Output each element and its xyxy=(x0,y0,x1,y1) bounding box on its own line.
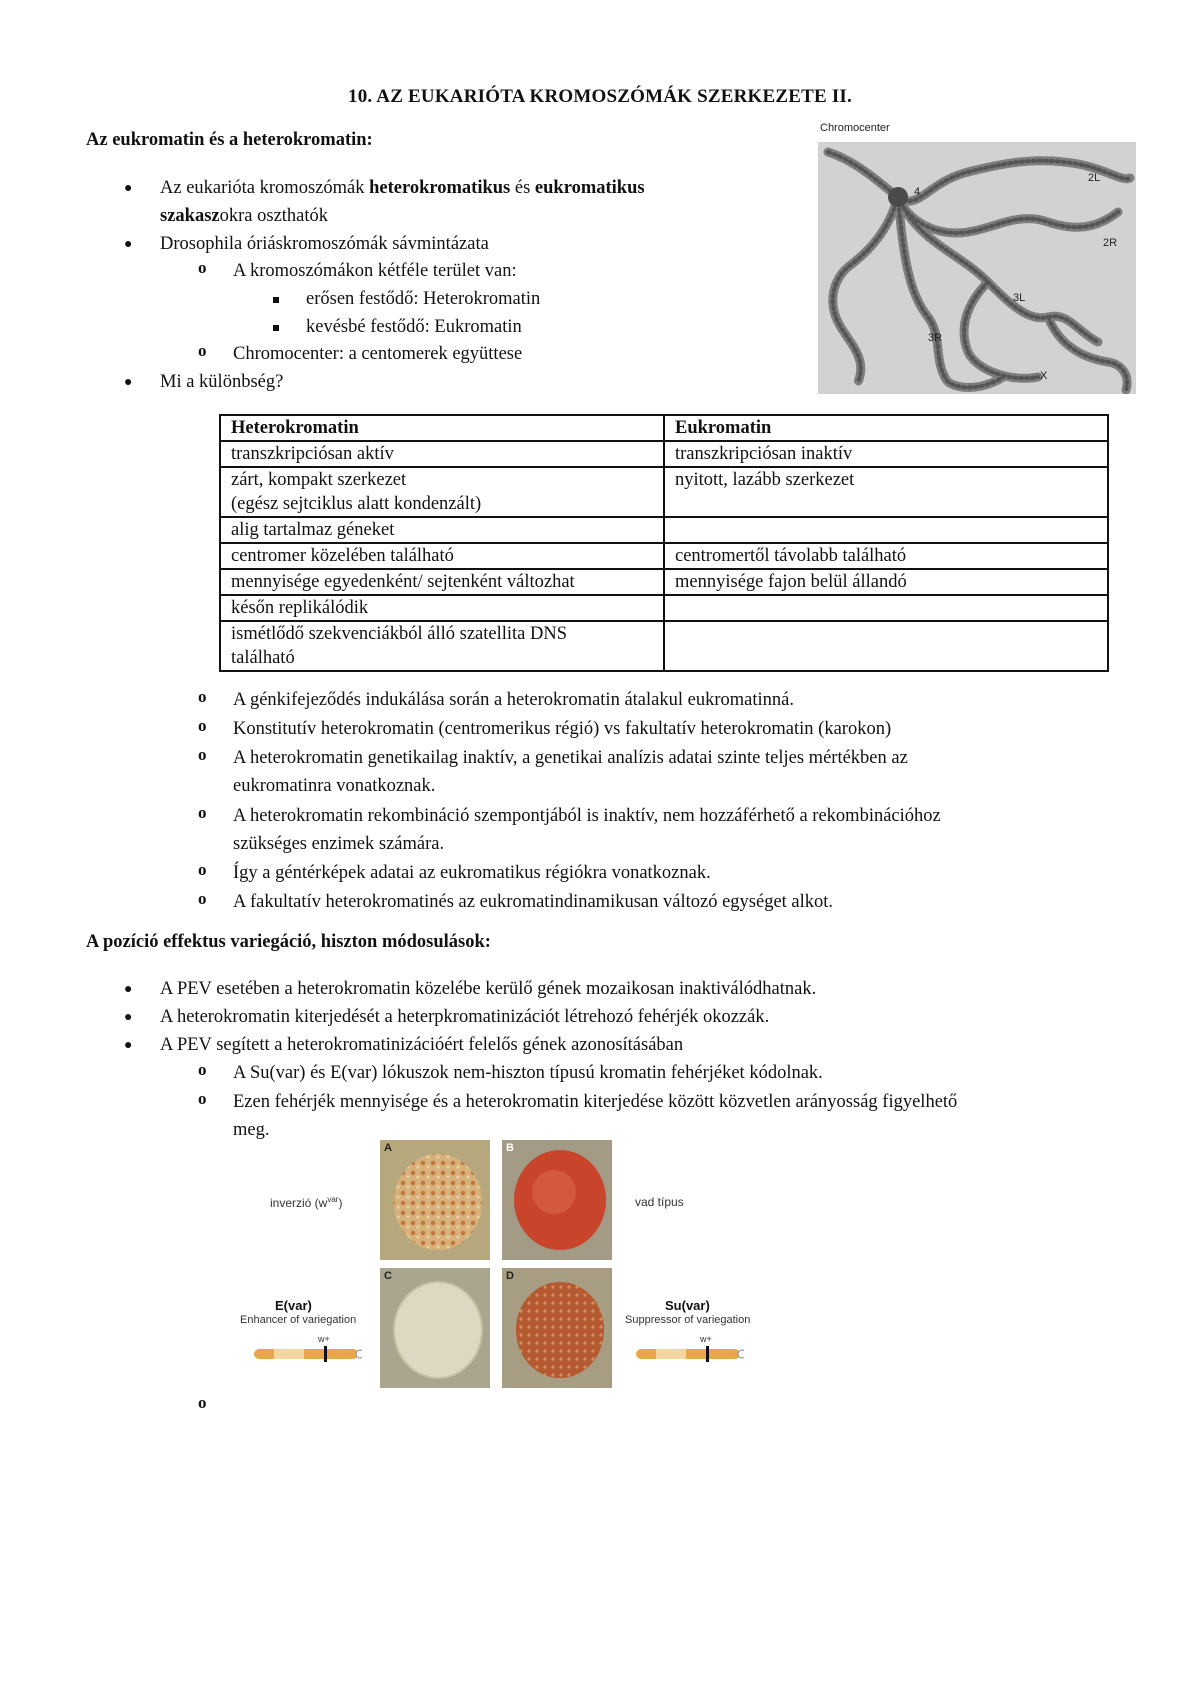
bullet-item-pev-1: A PEV esetében a heterokromatin közelébe kerülő gének mozaikosan inaktiválódhatnak. xyxy=(160,979,817,999)
bullet-dot: ● xyxy=(124,237,133,252)
section-heading-pev: A pozíció effektus variegáció, hiszton módosulások: xyxy=(86,932,491,952)
table-cell: mennyisége egyedenként/ sejtenként változhat xyxy=(220,569,664,595)
bullet-dot: ● xyxy=(124,375,133,390)
table-cell: centromer közelében található xyxy=(220,543,664,569)
variegated-eye-image xyxy=(380,1140,490,1260)
table-header-cell: Eukromatin xyxy=(664,415,1108,441)
suvar-gene-marker: w+ xyxy=(700,1334,712,1344)
suppressor-eye-image xyxy=(502,1268,612,1388)
table-cell: nyitott, lazább szerkezet xyxy=(664,467,1108,517)
suvar-subtitle: Suppressor of variegation xyxy=(625,1314,751,1326)
sub-bullet-o: o xyxy=(198,716,207,735)
page-title: 10. AZ EUKARIÓTA KROMOSZÓMÁK SZERKEZETE II. xyxy=(348,86,852,107)
sub-bullet-o: o xyxy=(198,889,207,908)
bullet-dot: ● xyxy=(124,982,133,997)
panel-label-c: C xyxy=(384,1270,392,1282)
table-row xyxy=(220,621,1108,671)
sub-item-gene-maps: Így a géntérképek adatai az eukromatikus régiókra vonatkoznak. xyxy=(233,863,711,883)
sub-bullet-o: o xyxy=(198,745,207,764)
arm-label-3L: 3L xyxy=(1013,292,1026,304)
arm-label-2R: 2R xyxy=(1103,237,1118,249)
table-header-cell: Heterokromatin xyxy=(220,415,664,441)
bullet-item-2: Drosophila óriáskromoszómák sávmintázata xyxy=(160,234,489,254)
sub-item-facultative: A fakultatív heterokromatinés az eukromatindinamikusan változó egységet alkot. xyxy=(233,892,834,912)
sub-item-gene-expression: A génkifejeződés indukálása során a heterokromatin átalakul eukromatinná. xyxy=(233,690,794,710)
suvar-chromosome-bar xyxy=(636,1346,744,1362)
wildtype-label: vad típus xyxy=(635,1195,684,1209)
table-cell xyxy=(664,595,1108,621)
sub-bullet-o: o xyxy=(198,1393,207,1412)
wildtype-eye-image xyxy=(502,1140,612,1260)
table-row xyxy=(220,595,1108,621)
fly-eye-figure xyxy=(240,1140,780,1400)
evar-gene-marker: w+ xyxy=(318,1334,330,1344)
evar-chromosome-bar xyxy=(254,1346,362,1362)
arm-label-4: 4 xyxy=(914,186,921,198)
sub-item-proportionality: Ezen fehérjék mennyisége és a heterokromatin kiterjedése között közvetlen arányosság figyelhető xyxy=(233,1092,958,1112)
table-cell: ismétlődő szekvenciákból álló szatellita DNS található xyxy=(220,621,664,671)
sub-bullet-o: o xyxy=(198,1089,207,1108)
bullet-item-pev-3: A PEV segített a heterokromatinizációért felelős gének azonosításában xyxy=(160,1035,684,1055)
table-cell: mennyisége fajon belül állandó xyxy=(664,569,1108,595)
chromocenter-label: Chromocenter xyxy=(820,122,890,134)
table-row xyxy=(220,467,1108,517)
sub-item-recombination-cont: szükséges enzimek számára. xyxy=(233,834,445,854)
eye-panel-b xyxy=(502,1140,612,1260)
sub-bullet-o: o xyxy=(198,687,207,706)
table-cell xyxy=(664,621,1108,671)
bullet-item-pev-2: A heterokromatin kiterjedését a heterpkromatinizációt létrehozó fehérjék okozzák. xyxy=(160,1007,770,1027)
sub-bullet-o: o xyxy=(198,341,207,360)
eye-panel-d xyxy=(502,1268,612,1388)
panel-label-d: D xyxy=(506,1270,514,1282)
table-cell: alig tartalmaz géneket xyxy=(220,517,664,543)
sub-bullet-o: o xyxy=(198,803,207,822)
arm-label-3R: 3R xyxy=(928,332,943,344)
panel-label-b: B xyxy=(506,1142,514,1154)
table-row xyxy=(220,517,1108,543)
sub-bullet-o: o xyxy=(198,1060,207,1079)
table-cell: centromertől távolabb található xyxy=(664,543,1108,569)
table-cell: transzkripciósan inaktív xyxy=(664,441,1108,467)
polytene-chromosome-image xyxy=(818,142,1136,394)
table-row xyxy=(220,441,1108,467)
enhancer-eye-image xyxy=(380,1268,490,1388)
bullet-dot: ● xyxy=(124,1038,133,1053)
sub-item-suvar-evar: A Su(var) és E(var) lókuszok nem-hiszton típusú kromatin fehérjéket kódolnak. xyxy=(233,1063,823,1083)
panel-label-a: A xyxy=(384,1142,392,1154)
eye-panel-a xyxy=(380,1140,490,1260)
table-cell: zárt, kompakt szerkezet (egész sejtciklus alatt kondenzált) xyxy=(220,467,664,517)
sub-item-constitutive: Konstitutív heterokromatin (centromerikus régió) vs fakultatív heterokromatin (karokon) xyxy=(233,719,892,739)
sub-item-recombination: A heterokromatin rekombináció szempontjából is inaktív, nem hozzáférhető a rekombinációhoz xyxy=(233,806,941,826)
section-heading-euchromatin: Az eukromatin és a heterokromatin: xyxy=(86,130,373,150)
table-header-row xyxy=(220,415,1108,441)
table-row xyxy=(220,543,1108,569)
table-cell xyxy=(664,517,1108,543)
comparison-table xyxy=(219,414,1109,672)
arm-label-2L: 2L xyxy=(1088,172,1101,184)
evar-subtitle: Enhancer of variegation xyxy=(240,1314,357,1326)
bullet-item-1: Az eukarióta kromoszómák heterokromatikus és eukromatikus xyxy=(160,178,645,198)
suvar-title: Su(var) xyxy=(665,1298,710,1313)
square-bullet xyxy=(273,325,279,331)
table-cell: transzkripciósan aktív xyxy=(220,441,664,467)
table-cell: későn replikálódik xyxy=(220,595,664,621)
subsub-item-euchromatin: kevésbé festődő: Eukromatin xyxy=(306,317,522,337)
square-bullet xyxy=(273,297,279,303)
bullet-item-1-cont: szakaszokra oszthatók xyxy=(160,206,329,226)
bullet-dot: ● xyxy=(124,181,133,196)
table-row xyxy=(220,569,1108,595)
evar-title: E(var) xyxy=(275,1298,312,1313)
sub-bullet-o: o xyxy=(198,258,207,277)
sub-item-genetic-inactive-cont: eukromatinra vonatkoznak. xyxy=(233,776,436,796)
bullet-dot: ● xyxy=(124,1010,133,1025)
eye-panel-c xyxy=(380,1268,490,1388)
sub-item-proportionality-cont: meg. xyxy=(233,1120,270,1140)
sub-bullet-o: o xyxy=(198,860,207,879)
sub-item-genetic-inactive: A heterokromatin genetikailag inaktív, a genetikai analízis adatai szinte teljes mértékben az xyxy=(233,748,908,768)
arm-label-X: X xyxy=(1040,370,1048,382)
sub-item-chromocenter: Chromocenter: a centomerek együttese xyxy=(233,344,523,364)
sub-item-regions: A kromoszómákon kétféle terület van: xyxy=(233,261,517,281)
subsub-item-heterochromatin: erősen festődő: Heterokromatin xyxy=(306,289,541,309)
bullet-item-3: Mi a különbség? xyxy=(160,372,284,392)
inversion-label: inverzió $(w^{var})$ xyxy=(270,1195,343,1210)
